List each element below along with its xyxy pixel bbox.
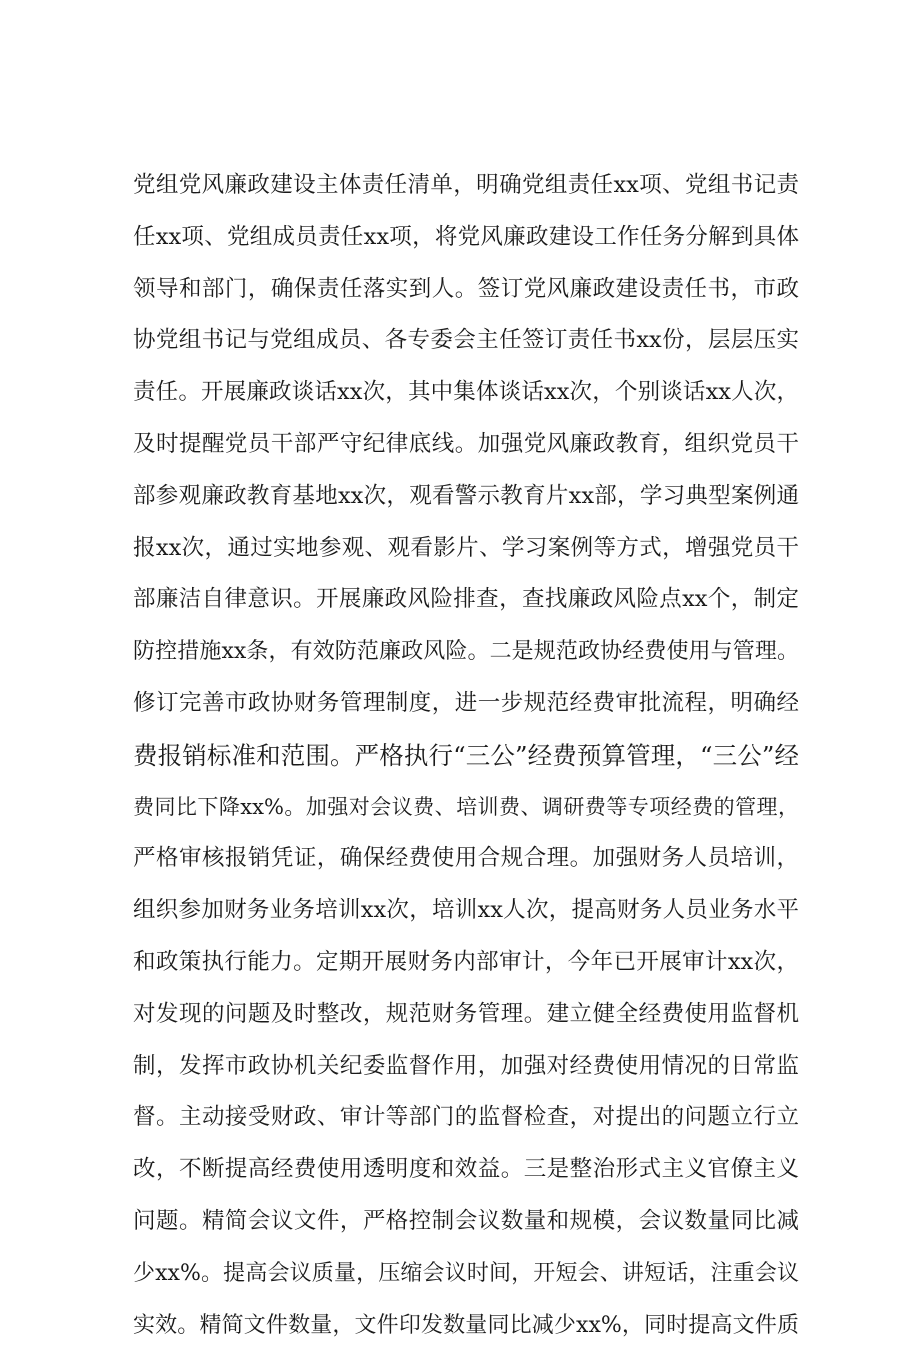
text-line-21: 问题。精简会议文件，严格控制会议数量和规模，会议数量同比减	[133, 1207, 799, 1234]
body-paragraph	[133, 160, 799, 1351]
text-line-13: 费同比下降xx%。加强对会议费、培训费、调研费等专项经费的管理，	[133, 794, 799, 819]
text-line-10: 防控措施xx条，有效防范廉政风险。二是规范政协经费使用与管理。	[133, 639, 799, 665]
text-line-17: 对发现的问题及时整改，规范财务管理。建立健全经费使用监督机	[133, 1000, 799, 1027]
text-line-11: 修订完善市政协财务管理制度，进一步规范经费审批流程，明确经	[133, 689, 799, 716]
text-line-7: 部参观廉政教育基地xx次，观看警示教育片xx部，学习典型案例通	[133, 482, 799, 509]
text-line-16: 和政策执行能力。定期开展财务内部审计，今年已开展审计xx次，	[133, 948, 799, 975]
text-line-19: 督。主动接受财政、审计等部门的监督检查，对提出的问题立行立	[133, 1104, 799, 1131]
text-line-8: 报xx次，通过实地参观、观看影片、学习案例等方式，增强党员干	[133, 534, 799, 561]
text-line-4: 协党组书记与党组成员、各专委会主任签订责任书xx份，层层压实	[133, 327, 799, 354]
text-line-9: 部廉洁自律意识。开展廉政风险排查，查找廉政风险点xx个，制定	[133, 586, 799, 613]
text-line-5: 责任。开展廉政谈话xx次，其中集体谈话xx次，个别谈话xx人次，	[133, 379, 799, 406]
text-line-6: 及时提醒党员干部严守纪律底线。加强党风廉政教育，组织党员干	[133, 430, 799, 457]
text-line-2: 任xx项、党组成员责任xx项，将党风廉政建设工作任务分解到具体	[133, 223, 799, 250]
text-line-22: 少xx%。提高会议质量，压缩会议时间，开短会、讲短话，注重会议	[133, 1260, 799, 1286]
text-line-15: 组织参加财务业务培训xx次，培训xx人次，提高财务人员业务水平	[133, 897, 799, 924]
text-line-14: 严格审核报销凭证，确保经费使用合规合理。加强财务人员培训，	[133, 845, 799, 872]
text-line-1: 党组党风廉政建设主体责任清单，明确党组责任xx项、党组书记责	[133, 172, 799, 198]
text-line-12: 费报销标准和范围。严格执行“三公”经费预算管理，“三公”经	[133, 740, 799, 770]
text-line-23: 实效。精简文件数量，文件印发数量同比减少xx%，同时提高文件质	[133, 1312, 799, 1338]
text-line-3: 领导和部门，确保责任落实到人。签订党风廉政建设责任书，市政	[133, 275, 799, 302]
text-line-18: 制，发挥市政协机关纪委监督作用，加强对经费使用情况的日常监	[133, 1052, 799, 1079]
text-line-20: 改，不断提高经费使用透明度和效益。三是整治形式主义官僚主义	[133, 1156, 799, 1183]
